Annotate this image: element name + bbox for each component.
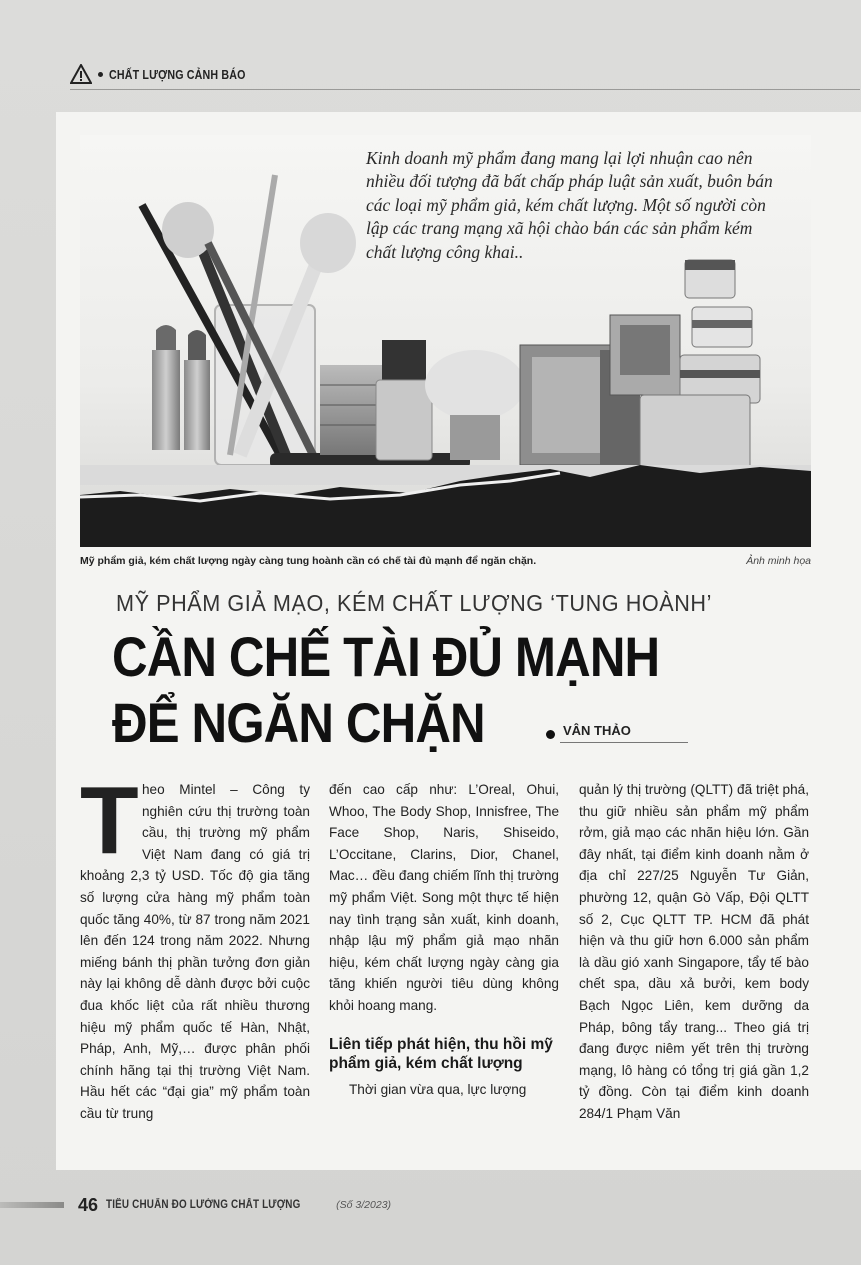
page-footer: [0, 1193, 861, 1217]
kicker-title: MỸ PHẨM GIẢ MẠO, KÉM CHẤT LƯỢNG ‘TUNG HOÀNH’: [116, 590, 712, 616]
photo-credit: Ảnh minh họa: [746, 555, 811, 567]
column-1-text: heo Mintel – Công ty nghiên cứu thị trường toàn cầu, thị trường mỹ phẩm Việt Nam đang có giá trị khoảng 2,3 tỷ USD. Tốc độ gia tăng số lượng cửa hàng mỹ phẩm toàn quốc tăng 40%, từ 87 trong năm 2021 lên đến 124 trong năm 2022. Nhưng miếng bánh thị phần tưởng đơn giản này lại không dễ dành được bởi cuộc đua khốc liệt của rất nhiều thương hiệu mỹ phẩm quốc tế Hàn, Nhật, Pháp, Anh, Mỹ,… được phân phối chính hãng tại thị trường Việt Nam. Hầu hết các “đại gia” mỹ phẩm toàn cầu từ trung: [80, 782, 310, 1121]
magazine-name: TIÊU CHUẨN ĐO LƯỜNG CHẤT LƯỢNG: [106, 1199, 301, 1211]
byline-bullet: [546, 730, 555, 739]
headline-line-2: ĐỂ NGĂN CHẶN: [112, 691, 485, 754]
article-column-3: [579, 779, 809, 1125]
page-number: 46: [78, 1194, 99, 1215]
byline: [546, 722, 631, 739]
column-2-continued: Thời gian vừa qua, lực lượng: [349, 1081, 527, 1097]
caption-text: Mỹ phẩm giả, kém chất lượng ngày càng tung hoành cần có chế tài đủ mạnh để ngăn chặn.: [80, 555, 537, 567]
author-name: VÂN THẢO: [563, 723, 631, 738]
header-rule: [70, 89, 860, 90]
article-column-1: [80, 767, 310, 1125]
warning-triangle-icon: [70, 64, 92, 84]
headline-line-1: CẦN CHẾ TÀI ĐỦ MẠNH: [112, 625, 660, 688]
section-header: [70, 62, 276, 86]
column-2-text: đến cao cấp như: L’Oreal, Ohui, Whoo, The Body Shop, Innisfree, The Face Shop, Naris, Shiseido, L’Occitane, Clarins, Dior, Chanel, Mac… đều đang chiếm lĩnh thị trường mỹ phẩm Việt. Song một thực tế hiện nay tình trạng sản xuất, kinh doanh, nhập lậu mỹ phẩm giả mạo nhãn hiệu, kém chất lượng ngày càng gia tăng khiến người tiêu dùng không khỏi hoang mang.: [329, 782, 559, 1013]
issue-number: (Số 3/2023): [336, 1199, 392, 1211]
column-3-text: quản lý thị trường (QLTT) đã triệt phá, thu giữ nhiều sản phẩm mỹ phẩm rởm, giả mạo các nhãn hiệu lớn. Gần đây nhất, tại điểm kinh doanh nằm ở địa chỉ 227/25 Nguyễn Tư Giản, phường 12, quận Gò Vấp, Đội QLTT số 2, Cục QLTT TP. HCM đã phát hiện và thu giữ hơn 6.000 sản phẩm là dầu gió xanh Singapore, tẩy tế bào chết spa, dầu xả bưởi, kem body Bạch Ngọc Liên, kem dưỡng da Pháp, bông tẩy trang... Theo giá trị đang được niêm yết trên thị trường mạng, lô hàng có tổng trị giá gần 1,2 tỷ đồng. Còn tại điểm kinh doanh 284/1 Phạm Văn: [579, 782, 809, 1121]
section-label: CHẤT LƯỢNG CẢNH BÁO: [109, 66, 246, 82]
intro-text: Kinh doanh mỹ phẩm đang mang lại lợi nhuận cao nên nhiều đối tượng đã bất chấp pháp luật sản xuất, buôn bán các loại mỹ phẩm giả, kém chất lượng. Một số người còn lập các trang mạng xã hội chào bán các sản phẩm kém chất lượng công khai..: [366, 148, 773, 262]
photo-caption: [80, 555, 811, 567]
bullet-dot: [98, 72, 103, 77]
drop-cap: T: [80, 767, 139, 874]
footer-bar: [0, 1202, 64, 1208]
byline-rule: [560, 742, 688, 743]
article-column-2: [329, 779, 559, 1100]
article-subhead: Liên tiếp phát hiện, thu hồi mỹ phẩm giả, kém chất lượng: [329, 1035, 553, 1072]
